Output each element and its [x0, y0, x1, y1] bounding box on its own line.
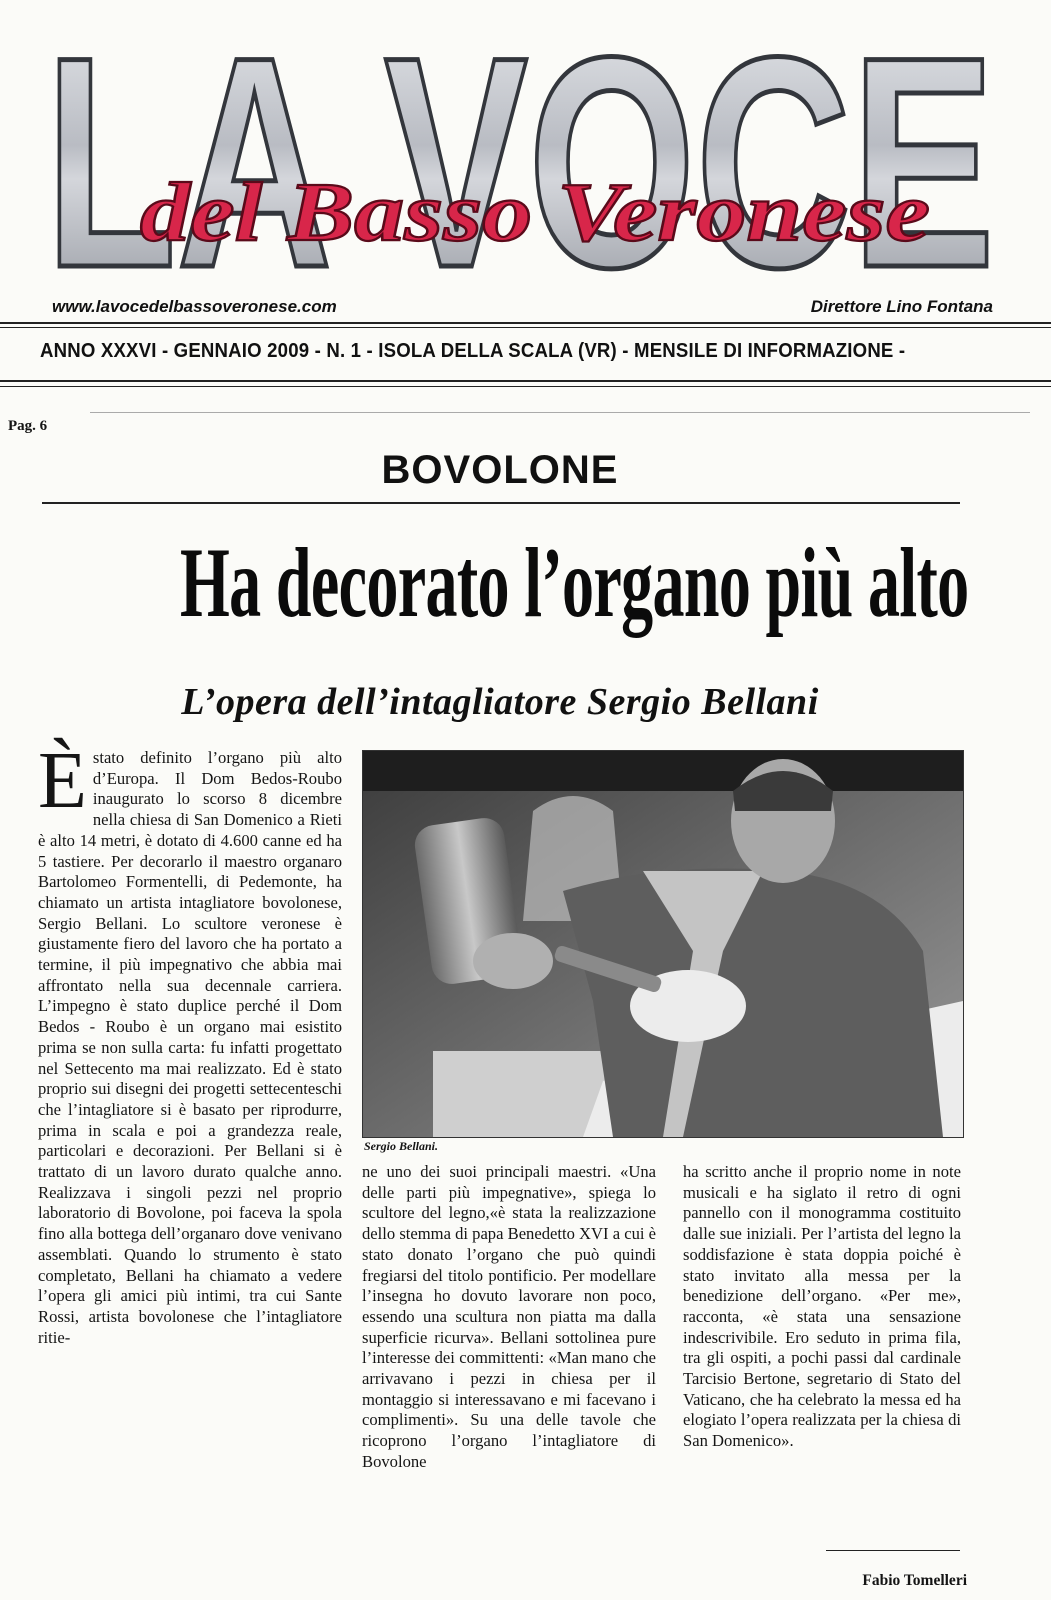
article-column-2 [362, 1162, 656, 1473]
director-credit: Direttore Lino Fontana [810, 297, 993, 316]
logo-script-text: del Basso Veronese [140, 166, 930, 259]
site-url: www.lavocedelbassoveronese.com [52, 297, 337, 316]
column-3-text: ha scritto anche il proprio nome in note musicali e ha siglato il retro di ogni pannello con il monogramma costituito dalle sue iniziali. Per l’artista del legno la soddisfazione è stata doppia poiché è stato invitato alla messa per la benedizione dell’organo. «Per me», racconta, «è stata una sensazione indescrivibile. Ero seduto in prima fila, tra gli ospiti, a pochi passi dal cardinale Tarcisio Bertone, segretario di Stato del Vaticano, che ha celebrato la messa ed ha elogiato l’opera realizzata per la chiesa di San Domenico». [683, 1162, 961, 1451]
byline: Fabio Tomelleri [862, 1572, 967, 1589]
section-rule [42, 502, 960, 504]
page-rule [90, 412, 1030, 413]
subhead: L’opera dell’intagliatore Sergio Bellani [181, 681, 819, 723]
issue-line: ANNO XXXVI - GENNAIO 2009 - N. 1 - ISOLA DELLA SCALA (VR) - MENSILE DI INFORMAZIONE - [40, 340, 906, 362]
column-1-text: stato definito l’organo più alto d’Europa. Il Dom Bedos-Roubo inaugurato lo scorso 8 dicembre nella chiesa di San Domenico a Rieti è alto 14 metri, è dotato di 4.600 canne ed ha 5 tastiere. Per decorarlo il maestro organaro Bartolomeo Formentelli, di Pedemonte, ha chiamato un artista intagliatore bovolonese, Sergio Bellani. Lo scultore veronese è giustamente fiero del lavoro che ha portato a termine, il più impegnativo che abbia mai affrontato nella sua decennale carriera. L’impegno è stato duplice perché il Dom Bedos - Roubo è un organo mai esistito prima se non sulla carta: fu infatti progettato nel Settecento ma mai realizzato. Ed è stato proprio sui disegni dei progetti settecenteschi che l’intagliatore si è basato per riprodurre, prima in scala e poi a grandezza reale, particolari e decorazioni. Per Bellani si è trattato di un lavoro durato qualche anno. Realizzava i singoli pezzi nel proprio laboratorio di Bovolone, poi faceva la spola fino alla bottega dell’organaro dove venivano assemblati. Quando lo strumento è stato completato, Bellani ha chiamato a vedere l’opera gli amici più intimi, tra cui Sante Rossi, artista bovolonese che l’intagliatore ritie- [38, 748, 342, 1347]
dropcap: È [38, 737, 87, 825]
issue-rule-bottom-thin [0, 386, 1051, 387]
page-number: Pag. 6 [8, 418, 48, 434]
column-2-text: ne uno dei suoi principali maestri. «Una delle parti più impegnative», spiega lo scultore del legno,«è stata la realizzazione dello stemma di papa Benedetto XVI a cui è stato donato l’organo che può quindi fregiarsi del titolo pontificio. Per modellare l’insegna ho dovuto lavorare non poco, essendo una scultura non piatta ma dalla superficie ricurva». Bellani sottolinea pure l’interesse dei committenti: «Man mano che arrivavano i pezzi in chiesa per il montaggio si interessavano e mi facevano i complimenti». Su una delle tavole che ricoprono l’organo l’intagliatore di Bovolone [362, 1162, 656, 1471]
photo-illustration [363, 751, 963, 1137]
masthead-rule-top [0, 322, 1051, 324]
masthead-logo [30, 4, 1010, 294]
logo-main-text: LA VOCE [45, 4, 995, 294]
article-column-3 [683, 1162, 961, 1452]
article-column-1 [38, 737, 342, 1348]
masthead [0, 0, 1051, 330]
photo-caption: Sergio Bellani. [364, 1139, 439, 1153]
byline-rule [826, 1550, 960, 1551]
article-photo [362, 750, 964, 1138]
headline: Ha decorato l’organo più alto [180, 527, 969, 638]
masthead-rule-thin [0, 327, 1051, 328]
issue-rule-bottom [0, 380, 1051, 382]
section-title: BOVOLONE [381, 448, 619, 492]
